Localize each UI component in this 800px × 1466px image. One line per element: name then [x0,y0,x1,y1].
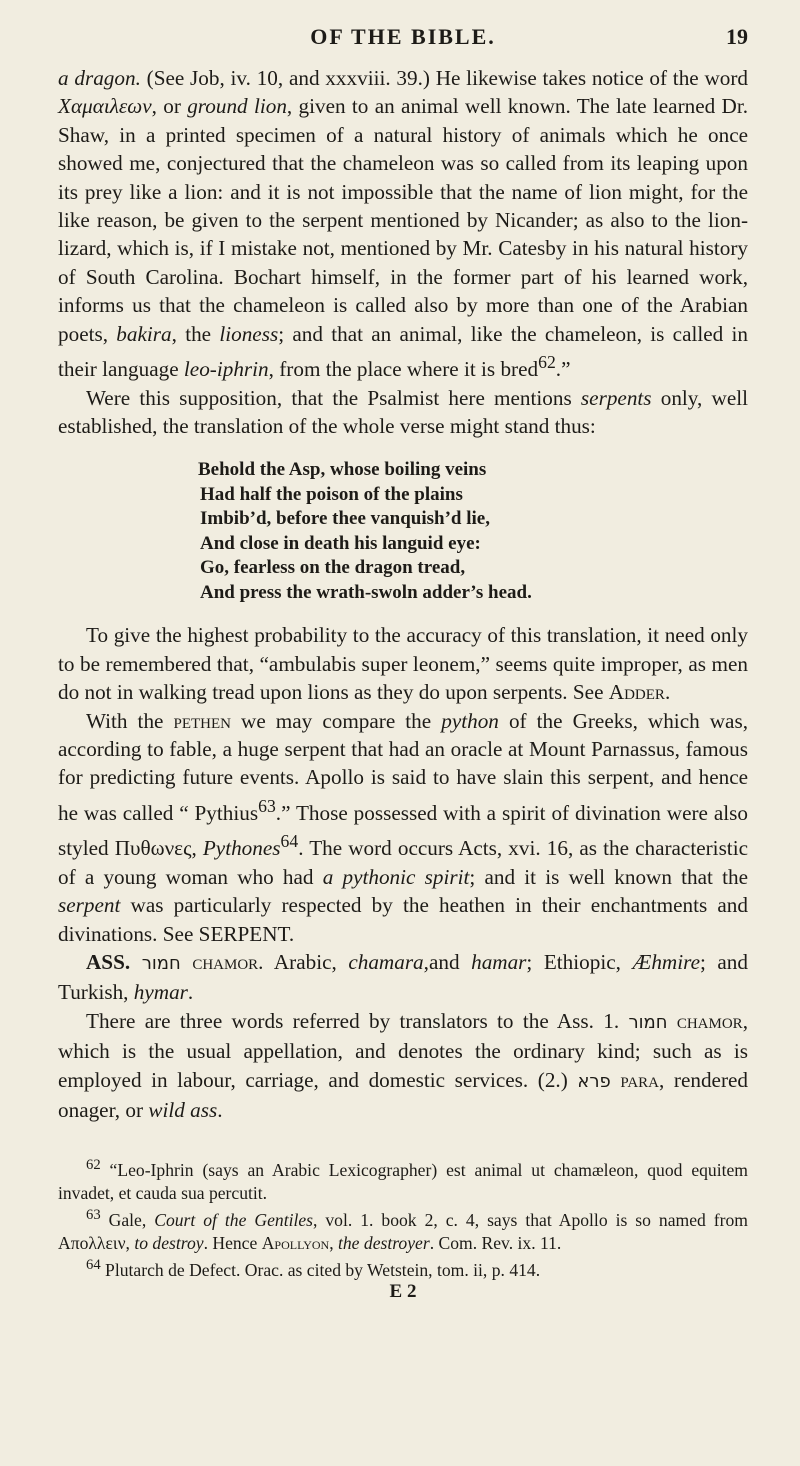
page-number: 19 [726,24,748,49]
text-italic: hamar [471,949,527,974]
text: ; and Turkish, [58,949,748,1005]
footnote-text: Gale, [100,1210,155,1231]
poem-line: Had half the poison of the plains [200,483,463,505]
text-italic: ground lion [187,94,287,119]
hebrew-word: פרא [577,1070,611,1092]
poem-line: And press the wrath-swoln adder’s head. [200,581,532,603]
text-italic: Pythones [202,836,281,861]
text: (See Job, iv. 10, and xxxviii. 39.) He likewise takes notice of the word [140,66,748,90]
text: . The word occurs Acts, xvi. 16, as the characteristic of a young woman who had [58,836,748,889]
footnotes [58,1154,748,1304]
entry-heading: ASS. [86,949,142,974]
text: , given to an animal well known. The late learned Dr. Shaw, in a printed specimen of a natural history of animals which he once showed me, conjectured that the chameleon was so called from its leaping upon its prey like a lion: and it is not impossible that the name of lion might, for the like reason, be given to the serpent mentioned by Nicander; as also to the lion-lizard, which is, if I mistake not, mentioned by Mr. Catesby in his natural history of South Carolina. Bochart himself, in the former part of his learned work, informs us that the chameleon is called also by more than one of the Arabian poets, [58,94,749,346]
text-smallcaps: pethen [173,708,231,733]
cross-reference: Adder [608,680,665,705]
text: was particularly respected by the heathen in their enchantments and divinations. See [58,893,748,946]
footnote-number: 62 [86,1157,101,1174]
text: , the [171,321,220,346]
text: .” Those possessed with a spirit of divination were also styled [58,800,748,861]
running-head [58,24,748,60]
text: . [187,980,194,1005]
footnote-64 [58,1254,748,1281]
text-italic: wild ass [148,1097,218,1122]
text: , rendered onager, or [58,1067,748,1122]
text: Were this supposition, that the Psalmist here mentions [86,385,581,410]
paragraph-3 [58,621,748,706]
text: , or [151,94,188,119]
footnote-number: 64 [86,1257,101,1274]
footnote-62 [58,1154,748,1204]
text-italic: chamara [348,949,424,974]
greek-word: Χαμαιλεων [58,94,152,119]
paragraph-2 [58,384,748,441]
footnote-text: , [329,1232,338,1253]
paragraph-4 [58,707,748,948]
text-italic: bakira [116,321,172,346]
text-italic: serpents [580,385,652,410]
text-italic: hymar [133,980,188,1005]
text-italic: a pythonic spirit [322,864,470,889]
text: ; and it is well known that the [469,864,748,889]
poem-line: Behold the Asp, whose boiling veins [198,459,487,481]
running-title: OF THE BIBLE. [310,24,496,49]
footnote-smallcaps: Apollyon [261,1232,330,1253]
greek-word: Πυθωνες [114,836,192,861]
hebrew-word: חמור [628,1011,668,1033]
text-italic: Æhmire [632,949,700,974]
footnote-italic: the destroyer [338,1232,430,1253]
footnote-italic: to destroy [134,1232,204,1253]
footnote-text: , [125,1232,135,1253]
text: Arabic, [263,949,349,974]
paragraph-5 [58,948,748,1007]
poem-line: Imbib’d, before thee vanquish’d lie, [200,508,490,530]
text-italic: leo-iphrin [183,357,269,382]
footnote-text: “Leo-Iphrin (says an Arabic Lexicographer) est animal ut chamæleon, quod equitem invadet, et cauda sua percutit. [58,1160,748,1203]
main-text [58,64,748,1124]
footnote-ref-62[interactable]: 62 [538,352,556,373]
poem-line: Go, fearless on the dragon tread, [200,557,466,579]
paragraph-1 [58,64,748,384]
text-italic: lioness [219,321,279,346]
text: ,and [423,949,472,974]
footnote-number: 63 [86,1207,101,1224]
text: only, well established, the translation of the whole verse might stand thus: [58,385,748,438]
text-smallcaps: chamor. [180,949,264,974]
text: of the Greeks, which was, according to fable, a huge serpent that had an oracle at Mount Parnassus, famous for predicting future events. Apollo is said to have slain this serpent, and hence he was called “ Pythius [58,708,748,825]
footnote-63 [58,1204,748,1254]
verse-translation [198,458,748,605]
text: To give the highest probability to the accuracy of this translation, it need only to be remembered that, “ambulabis super leonem,” seems quite improper, as men do not in walking tread upon lions as they do upon serpents. See [58,623,748,705]
footnote-italic: Court of the Gentiles [154,1210,314,1231]
footnote-ref-64[interactable]: 64 [280,831,299,852]
text-smallcaps: para [610,1067,660,1092]
poem-line: And close in death his languid eye: [200,532,481,554]
text-italic: serpent [58,893,121,918]
text: . [217,1097,223,1122]
text-smallcaps: chamor [667,1008,743,1033]
paragraph-6 [58,1007,748,1125]
footnote-text: , vol. 1. book 2, c. 4, says that Apollo is so named from [313,1210,748,1231]
text: ; Ethiopic, [526,949,633,974]
text: ; and that an animal, like the chameleon, is called in their language [58,321,748,382]
text: With the [86,708,174,733]
text: , which is the usual appellation, and denotes the ordinary kind; such as is employed in labour, carriage, and domestic services. (2.) [58,1008,748,1092]
text: . [664,680,671,705]
signature-mark: E 2 [389,1281,417,1303]
greek-word: Απολλειν [58,1232,126,1253]
text: , [191,836,203,861]
footnote-text: . Com. Rev. ix. 11. [429,1232,562,1253]
text: There are three words referred by translators to the Ass. 1. [86,1008,629,1033]
footnote-text: Plutarch de Defect. Orac. as cited by Wetstein, tom. ii, p. 414. [100,1259,541,1280]
text-italic: a dragon. [58,66,141,90]
text-italic: python [441,708,499,733]
hebrew-word: חמור [141,952,181,974]
footnote-text: . Hence [203,1232,262,1253]
text: .” [555,357,571,382]
text: , from the place where it is bred [268,357,539,382]
cross-reference: SERPENT. [198,921,295,946]
footnote-ref-63[interactable]: 63 [258,795,276,816]
text: we may compare the [231,708,442,733]
